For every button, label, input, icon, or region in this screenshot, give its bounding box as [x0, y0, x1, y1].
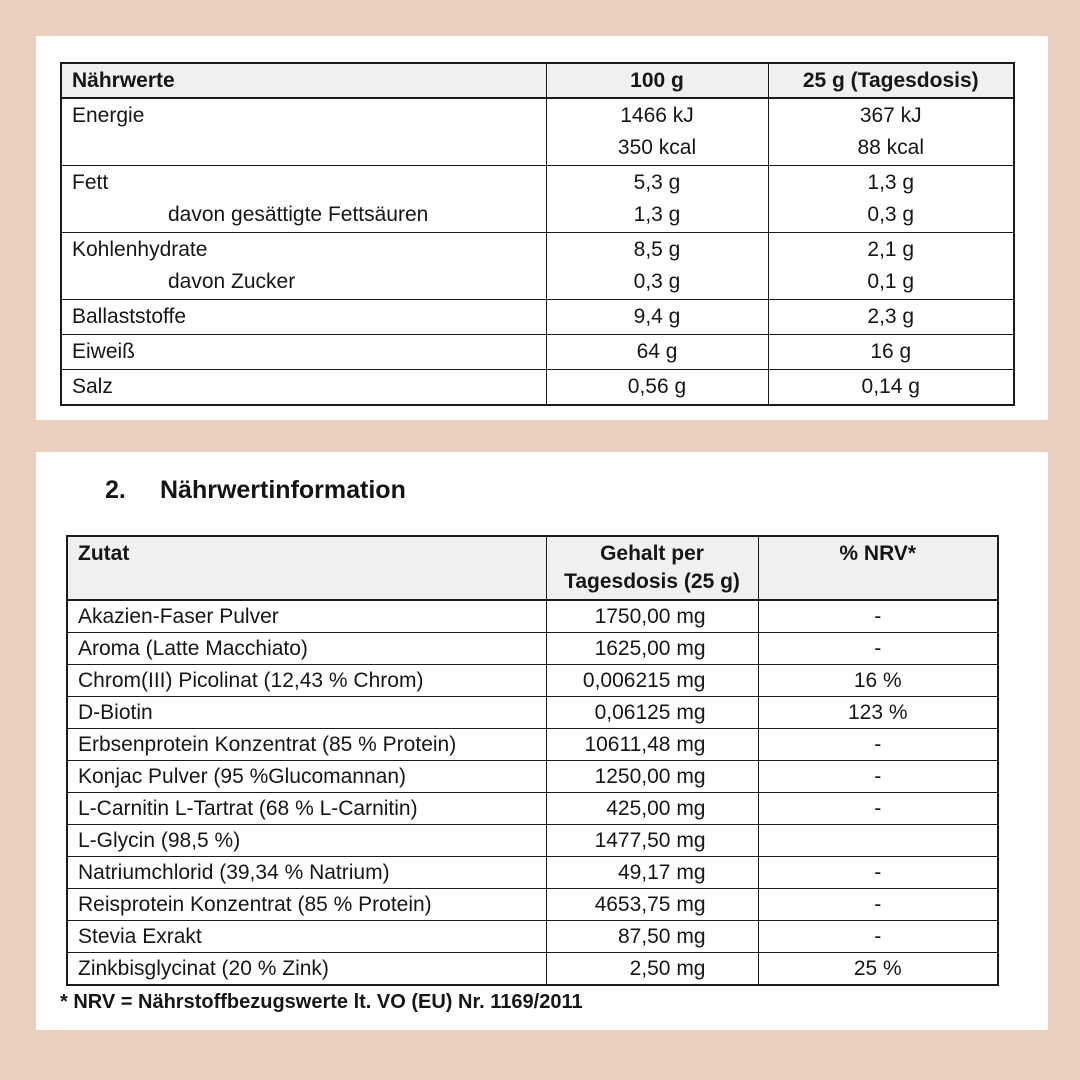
value-25g: 367 kJ 88 kcal — [768, 98, 1014, 166]
ingredient-name: Aroma (Latte Macchiato) — [67, 633, 546, 665]
value-25g: 1,3 g 0,3 g — [768, 166, 1014, 233]
nutrient-subname: davon Zucker — [168, 270, 296, 293]
nutrition-facts-table — [60, 62, 1015, 406]
table-row — [67, 793, 998, 825]
ingredient-amount: 49,17 mg — [546, 857, 758, 889]
ingredient-amount: 1477,50 mg — [546, 825, 758, 857]
ingredient-nrv: - — [758, 600, 998, 633]
nutrition-facts-card — [36, 36, 1048, 420]
ingredient-amount: 425,00 mg — [546, 793, 758, 825]
ingredients-header-amount: Gehalt per Tagesdosis (25 g) — [546, 536, 758, 600]
nutrient-label: Salz — [61, 370, 546, 406]
nutrition-header-25g: 25 g (Tagesdosis) — [768, 63, 1014, 98]
table-row — [67, 889, 998, 921]
value-25g: 2,1 g 0,1 g — [768, 233, 1014, 300]
table-row — [61, 370, 1014, 406]
ingredient-name: Erbsenprotein Konzentrat (85 % Protein) — [67, 729, 546, 761]
ingredient-name: Akazien-Faser Pulver — [67, 600, 546, 633]
ingredient-name: Chrom(III) Picolinat (12,43 % Chrom) — [67, 665, 546, 697]
ingredient-amount: 1750,00 mg — [546, 600, 758, 633]
table-row — [61, 166, 1014, 233]
ingredient-nrv: - — [758, 729, 998, 761]
nutrient-label: Ballaststoffe — [61, 300, 546, 335]
table-row — [61, 98, 1014, 166]
value-100g: 0,56 g — [546, 370, 768, 406]
nutrient-label — [61, 98, 546, 166]
ingredient-amount: 87,50 mg — [546, 921, 758, 953]
value-100g: 5,3 g 1,3 g — [546, 166, 768, 233]
table-row — [67, 697, 998, 729]
ingredient-nrv: 25 % — [758, 953, 998, 986]
ingredient-amount: 0,06125 mg — [546, 697, 758, 729]
ingredient-name: D-Biotin — [67, 697, 546, 729]
ingredient-name: Konjac Pulver (95 %Glucomannan) — [67, 761, 546, 793]
table-row — [61, 233, 1014, 300]
section-number: 2. — [105, 476, 126, 504]
ingredient-name: Stevia Exrakt — [67, 921, 546, 953]
nutrient-label — [61, 233, 546, 300]
ingredient-amount: 1250,00 mg — [546, 761, 758, 793]
nutrient-label — [61, 166, 546, 233]
table-row — [67, 921, 998, 953]
table-row — [67, 600, 998, 633]
ingredient-amount: 2,50 mg — [546, 953, 758, 986]
ingredient-amount: 4653,75 mg — [546, 889, 758, 921]
ingredient-nrv: - — [758, 857, 998, 889]
ingredient-nrv: 16 % — [758, 665, 998, 697]
value-25g: 16 g — [768, 335, 1014, 370]
nutrient-label: Eiweiß — [61, 335, 546, 370]
nutrient-name: Fett — [72, 171, 109, 194]
ingredient-amount: 10611,48 mg — [546, 729, 758, 761]
ingredient-amount: 0,006215 mg — [546, 665, 758, 697]
ingredient-name: Zinkbisglycinat (20 % Zink) — [67, 953, 546, 986]
table-row — [67, 953, 998, 986]
value-25g: 2,3 g — [768, 300, 1014, 335]
table-row — [67, 761, 998, 793]
nutrient-name: Energie — [72, 104, 145, 127]
ingredients-table — [66, 535, 999, 986]
table-row — [61, 335, 1014, 370]
ingredient-nrv — [758, 825, 998, 857]
table-row — [61, 300, 1014, 335]
section-heading — [105, 476, 1048, 505]
nutrient-subname: davon gesättigte Fettsäuren — [168, 203, 429, 226]
table-row — [67, 729, 998, 761]
ingredient-name: L-Carnitin L-Tartrat (68 % L-Carnitin) — [67, 793, 546, 825]
value-25g: 0,14 g — [768, 370, 1014, 406]
ingredient-name: L-Glycin (98,5 %) — [67, 825, 546, 857]
ingredient-nrv: - — [758, 761, 998, 793]
value-100g: 9,4 g — [546, 300, 768, 335]
nutrient-name: Kohlenhydrate — [72, 238, 208, 261]
nutrition-header-name: Nährwerte — [61, 63, 546, 98]
nutrition-header-row — [61, 63, 1014, 98]
value-100g: 64 g — [546, 335, 768, 370]
ingredient-nrv: - — [758, 889, 998, 921]
ingredient-name: Natriumchlorid (39,34 % Natrium) — [67, 857, 546, 889]
ingredients-header-nrv: % NRV* — [758, 536, 998, 600]
ingredient-name: Reisprotein Konzentrat (85 % Protein) — [67, 889, 546, 921]
ingredients-info-card — [36, 452, 1048, 1030]
table-row — [67, 825, 998, 857]
table-row — [67, 665, 998, 697]
table-row — [67, 857, 998, 889]
nutrition-header-100g: 100 g — [546, 63, 768, 98]
section-title: Nährwertinformation — [160, 476, 406, 504]
ingredient-nrv: - — [758, 793, 998, 825]
value-100g: 8,5 g 0,3 g — [546, 233, 768, 300]
ingredients-header-row — [67, 536, 998, 600]
table-row — [67, 633, 998, 665]
ingredient-nrv: - — [758, 633, 998, 665]
ingredient-amount: 1625,00 mg — [546, 633, 758, 665]
ingredient-nrv: - — [758, 921, 998, 953]
nrv-footnote: * NRV = Nährstoffbezugswerte lt. VO (EU) Nr. 1169/2011 — [60, 991, 583, 1013]
ingredients-header-zutat: Zutat — [67, 536, 546, 600]
value-100g: 1466 kJ 350 kcal — [546, 98, 768, 166]
ingredient-nrv: 123 % — [758, 697, 998, 729]
